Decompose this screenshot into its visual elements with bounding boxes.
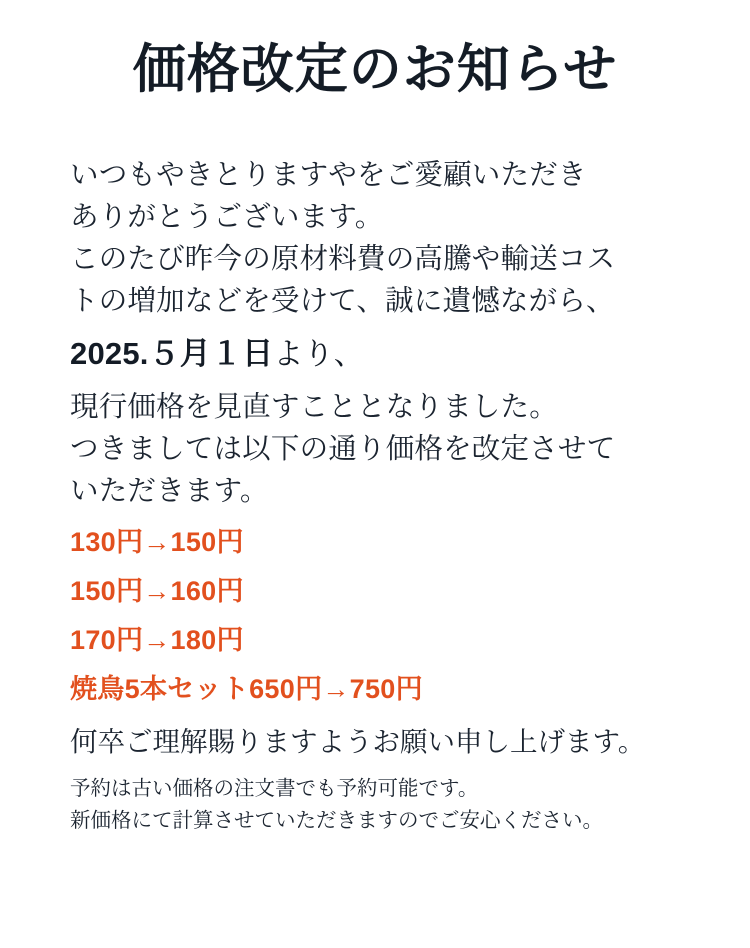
notice-body [44, 155, 706, 837]
note-line-1: 予約は古い価格の注文書でも予約可能です。 [70, 777, 479, 801]
price-change-item: 170円→180円 [70, 624, 244, 655]
revision-line-1: 現行価格を見直すこととなりました。 [70, 391, 558, 423]
effective-date-suffix: より、 [273, 337, 364, 371]
revision-line-3: いただきます。 [70, 474, 269, 507]
note-line-2: 新価格にて計算させていただきますのでご安心ください。 [70, 808, 603, 832]
page-title: 価格改定のお知らせ [132, 40, 618, 99]
intro-line-2: ありがとうございます。 [70, 200, 384, 233]
closing-line: 何卒ご理解賜りますようお願い申し上げます。 [70, 725, 646, 757]
effective-date-line [70, 331, 698, 378]
reason-line-1: このたび昨今の原材料費の高騰や輸送コス [70, 242, 616, 275]
price-change-list [70, 526, 698, 704]
effective-date: 2025.５月１日 [70, 335, 274, 371]
price-change-item: 150円→160円 [70, 575, 244, 606]
reason-line-2: トの増加などを受けて、誠に遺憾ながら、 [70, 284, 615, 317]
price-change-item: 130円→150円 [70, 526, 244, 557]
intro-line-1: いつもやきとりますやをご愛顧いただき [70, 158, 587, 191]
revision-line-2: つきましては以下の通り価格を改定させて [70, 432, 616, 465]
price-change-item-set: 焼鳥5本セット650円→750円 [70, 673, 423, 704]
